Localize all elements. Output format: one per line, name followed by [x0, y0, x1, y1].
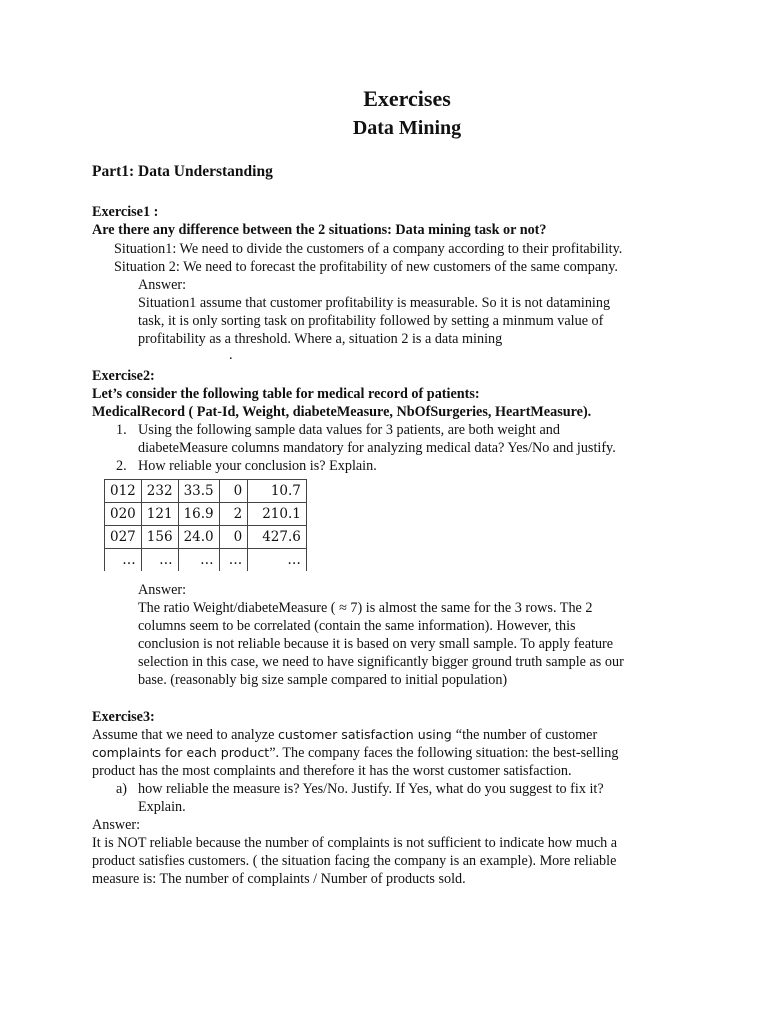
table-cell: 232 — [141, 480, 178, 503]
ex3-intro-text: Assume that we need to analyze — [92, 727, 278, 743]
table-cell: 33.5 — [178, 480, 219, 503]
ex2-answer-line: The ratio Weight/diabeteMeasure ( ≈ 7) is almost the same for the 3 rows. The 2 — [138, 600, 593, 616]
table-cell: 0 — [219, 526, 248, 549]
table-cell: 24.0 — [178, 526, 219, 549]
ex3-intro-text: customer satisfaction using — [277, 727, 456, 742]
patient-data-table — [104, 479, 307, 571]
ex3-answer-line: measure is: The number of complaints / Number of products sold. — [92, 871, 466, 887]
ex2-answer-line: columns seem to be correlated (contain the same information). However, this — [138, 618, 576, 634]
ex1-answer-line: Situation1 assume that customer profitability is measurable. So it is not datamining — [138, 295, 611, 311]
table-cell: … — [141, 549, 178, 572]
ex2-q2: How reliable your conclusion is? Explain. — [138, 458, 377, 474]
ex2-answer-line: conclusion is not reliable because it is based on very small sample. To apply feature — [138, 636, 614, 652]
ex3-intro-text: ”. The company faces the following situation: the best-selling — [269, 745, 619, 761]
ex1-heading: Exercise1 : — [92, 204, 159, 220]
ex3-answer-line: It is NOT reliable because the number of complaints is not sufficient to indicate how much a — [92, 835, 618, 851]
part1-heading: Part1: Data Understanding — [92, 163, 273, 180]
table-cell: … — [105, 549, 142, 572]
table-cell: 121 — [141, 503, 178, 526]
ex2-q2-number: 2. — [116, 458, 127, 474]
table-cell: … — [219, 549, 248, 572]
ex3-intro-line2 — [92, 744, 618, 762]
table-row — [105, 526, 307, 549]
table-cell: … — [248, 549, 307, 572]
table-cell: 10.7 — [248, 480, 307, 503]
table-row — [105, 549, 307, 572]
ex1-answer-line: task, it is only sorting task on profitability followed by setting a minmum value of — [138, 313, 604, 329]
ex3-intro-text: complaints for each product — [92, 745, 270, 760]
ex3-qa-line: Explain. — [138, 799, 186, 815]
table-cell: 0 — [219, 480, 248, 503]
ex2-heading: Exercise2: — [92, 368, 155, 384]
table-cell: 012 — [105, 480, 142, 503]
ex3-qa-label: a) — [116, 781, 128, 797]
table-cell: 027 — [105, 526, 142, 549]
ex1-answer-label: Answer: — [138, 277, 187, 293]
ex3-intro-text: “the number of customer — [455, 727, 598, 743]
doc-title: Exercises — [363, 86, 451, 111]
ex2-q1-number: 1. — [116, 422, 127, 438]
table-cell: 427.6 — [248, 526, 307, 549]
ex2-intro: Let’s consider the following table for medical record of patients: — [92, 386, 480, 402]
ex3-answer-label: Answer: — [92, 817, 141, 833]
ex1-question: Are there any difference between the 2 situations: Data mining task or not? — [92, 222, 547, 238]
ex2-q1-line: diabeteMeasure columns mandatory for analyzing medical data? Yes/No and justify. — [138, 440, 616, 456]
ex1-situation2: Situation 2: We need to forecast the profitability of new customers of the same company. — [114, 259, 618, 275]
table-row — [105, 480, 307, 503]
ex2-q1-line: Using the following sample data values for 3 patients, are both weight and — [138, 422, 560, 438]
ex1-answer-line: profitability as a threshold. Where a, situation 2 is a data mining — [138, 331, 503, 347]
table-cell: 210.1 — [248, 503, 307, 526]
table-cell: 16.9 — [178, 503, 219, 526]
table-cell: 020 — [105, 503, 142, 526]
ex3-heading: Exercise3: — [92, 709, 155, 725]
ex2-answer-line: base. (reasonably big size sample compared to initial population) — [138, 672, 508, 688]
ex1-situation1: Situation1: We need to divide the customers of a company according to their profitability. — [114, 241, 623, 257]
ex3-intro-line3: product has the most complaints and therefore it has the worst customer satisfaction. — [92, 763, 572, 779]
table-cell: 2 — [219, 503, 248, 526]
ex2-answer-line: selection in this case, we need to have significantly bigger ground truth sample as our — [138, 654, 624, 670]
ex3-qa-line: how reliable the measure is? Yes/No. Justify. If Yes, what do you suggest to fix it? — [138, 781, 604, 797]
table-cell: 156 — [141, 526, 178, 549]
table-row — [105, 503, 307, 526]
ex3-intro-line1 — [92, 726, 597, 744]
ex2-schema: MedicalRecord ( Pat-Id, Weight, diabeteMeasure, NbOfSurgeries, HeartMeasure). — [92, 404, 592, 420]
ex3-answer-line: product satisfies customers. ( the situation facing the company is an example). More reliable — [92, 853, 617, 869]
table-cell: … — [178, 549, 219, 572]
ex1-answer-line: . — [229, 347, 233, 363]
ex2-answer-label: Answer: — [138, 582, 187, 598]
doc-subtitle: Data Mining — [352, 117, 462, 139]
